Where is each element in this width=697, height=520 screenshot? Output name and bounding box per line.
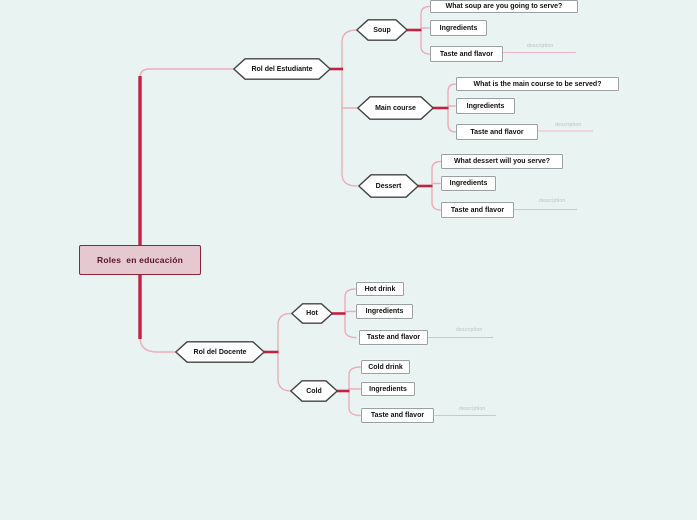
subtopic-label: What is the main course to be served? — [473, 80, 602, 88]
subtopic-label: Hot drink — [364, 285, 396, 293]
subtopic-label: Ingredients — [439, 24, 478, 32]
topic-label: Soup — [373, 26, 391, 34]
topic-soup[interactable] — [356, 19, 408, 41]
subtopic-dessert-taste[interactable] — [441, 202, 514, 218]
subtopic-cold-ingredients[interactable] — [361, 382, 415, 396]
subtopic-label: Taste and flavor — [366, 334, 421, 341]
root-topic-label: Roles en educación — [97, 255, 183, 265]
root-topic[interactable] — [79, 245, 201, 275]
subtopic-label: Ingredients — [449, 180, 488, 187]
topic-cold[interactable] — [290, 380, 338, 402]
description-label-cold[interactable]: description — [459, 406, 486, 412]
subtopic-label: What soup are you going to serve? — [445, 3, 563, 10]
subtopic-dessert-question[interactable] — [441, 154, 563, 169]
subtopic-label: Taste and flavor — [439, 50, 494, 58]
subtopic-cold-taste[interactable] — [361, 408, 434, 423]
subtopic-label: Taste and flavor — [370, 412, 425, 419]
subtopic-label: Ingredients — [466, 102, 505, 110]
topic-main-course[interactable] — [357, 96, 434, 120]
subtopic-main-course-question[interactable] — [456, 77, 619, 91]
topic-dessert[interactable] — [358, 174, 419, 198]
topic-label: Main course — [375, 104, 416, 112]
topic-label: Rol del Estudiante — [251, 65, 313, 73]
subtopic-label: Ingredients — [369, 385, 407, 393]
subtopic-label: Cold drink — [368, 363, 403, 371]
topic-label: Hot — [306, 310, 318, 317]
subtopic-hot-taste[interactable] — [359, 330, 428, 345]
topic-hot[interactable] — [291, 303, 333, 324]
description-label-hot[interactable]: description — [456, 327, 483, 333]
subtopic-label: What dessert will you serve? — [453, 158, 551, 165]
subtopic-dessert-ingredients[interactable] — [441, 176, 496, 191]
subtopic-label: Ingredients — [365, 308, 404, 315]
subtopic-hot-ingredients[interactable] — [356, 304, 413, 319]
subtopic-main-course-ingredients[interactable] — [456, 98, 515, 114]
description-label-soup[interactable]: description — [527, 43, 554, 49]
subtopic-hot-drink[interactable] — [356, 282, 404, 296]
subtopic-label: Taste and flavor — [470, 128, 524, 136]
subtopic-soup-taste[interactable] — [430, 46, 503, 62]
topic-label: Dessert — [375, 182, 402, 190]
topic-rol-del-docente[interactable] — [175, 341, 265, 363]
description-label-dessert[interactable]: description — [539, 198, 566, 204]
topic-label: Rol del Docente — [193, 348, 247, 356]
topic-rol-del-estudiante[interactable] — [233, 58, 331, 80]
subtopic-soup-ingredients[interactable] — [430, 20, 487, 36]
subtopic-main-course-taste[interactable] — [456, 124, 538, 140]
subtopic-cold-drink[interactable] — [361, 360, 410, 374]
subtopic-label: Taste and flavor — [450, 206, 505, 214]
subtopic-soup-question[interactable] — [430, 0, 578, 13]
topic-label: Cold — [306, 387, 322, 395]
description-label-main-course[interactable]: description — [555, 122, 582, 128]
